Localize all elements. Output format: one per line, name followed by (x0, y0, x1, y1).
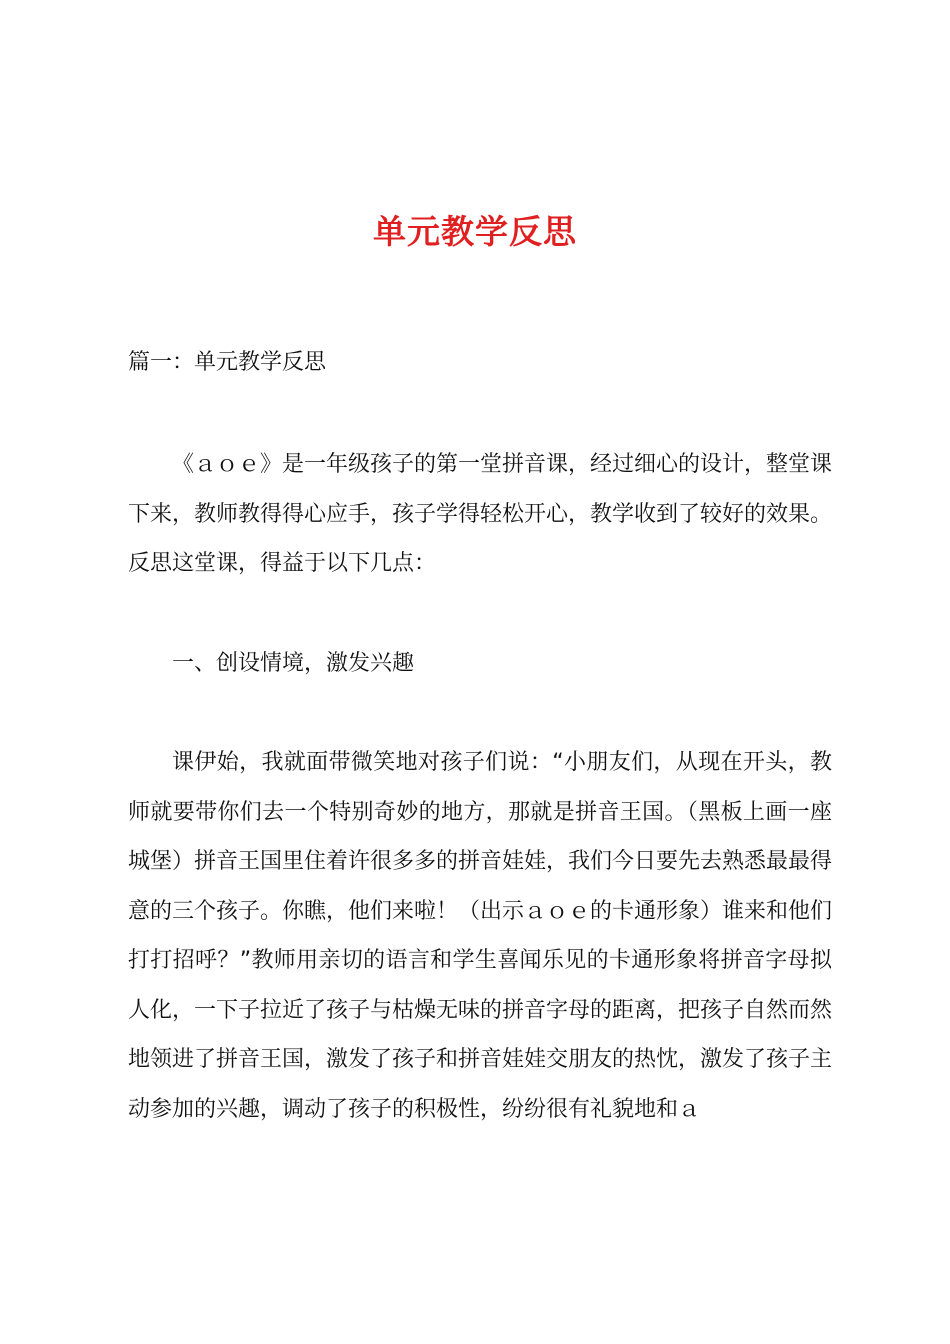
section-heading-1: 一、创设情境，激发兴趣 (172, 651, 415, 676)
document-title: 单元教学反思 (373, 212, 577, 251)
paragraph-body: 课伊始，我就面带微笑地对孩子们说：“小朋友们，从现在开头，教师就要带你们去一个特别奇妙的地方，那就是拼音王国。（黑板上画一座城堡）拼音王国里住着许很多多的拼音娃娃，我们今日要先去熟悉最最得意的三个孩子。你瞧，他们来啦！（出示ａｏｅ的卡通形象）谁来和他们打打招呼？”教师用亲切的语言和学生喜闻乐见的卡通形象将拼音字母拟人化，一下子拉近了孩子与枯燥无味的拼音字母的距离，把孩子自然而然地领进了拼音王国，激发了孩子和拼音娃娃交朋友的热忱，激发了孩子主动参加的兴趣，调动了孩子的积极性，纷纷很有礼貌地和ａ (128, 750, 833, 1122)
paragraph-intro: 《ａｏｅ》是一年级孩子的第一堂拼音课，经过细心的设计，整堂课下来，教师教得得心应手，孩子学得轻松开心，教学收到了较好的效果。反思这堂课，得益于以下几点： (128, 452, 833, 576)
section-label: 篇一：单元教学反思 (128, 350, 327, 375)
